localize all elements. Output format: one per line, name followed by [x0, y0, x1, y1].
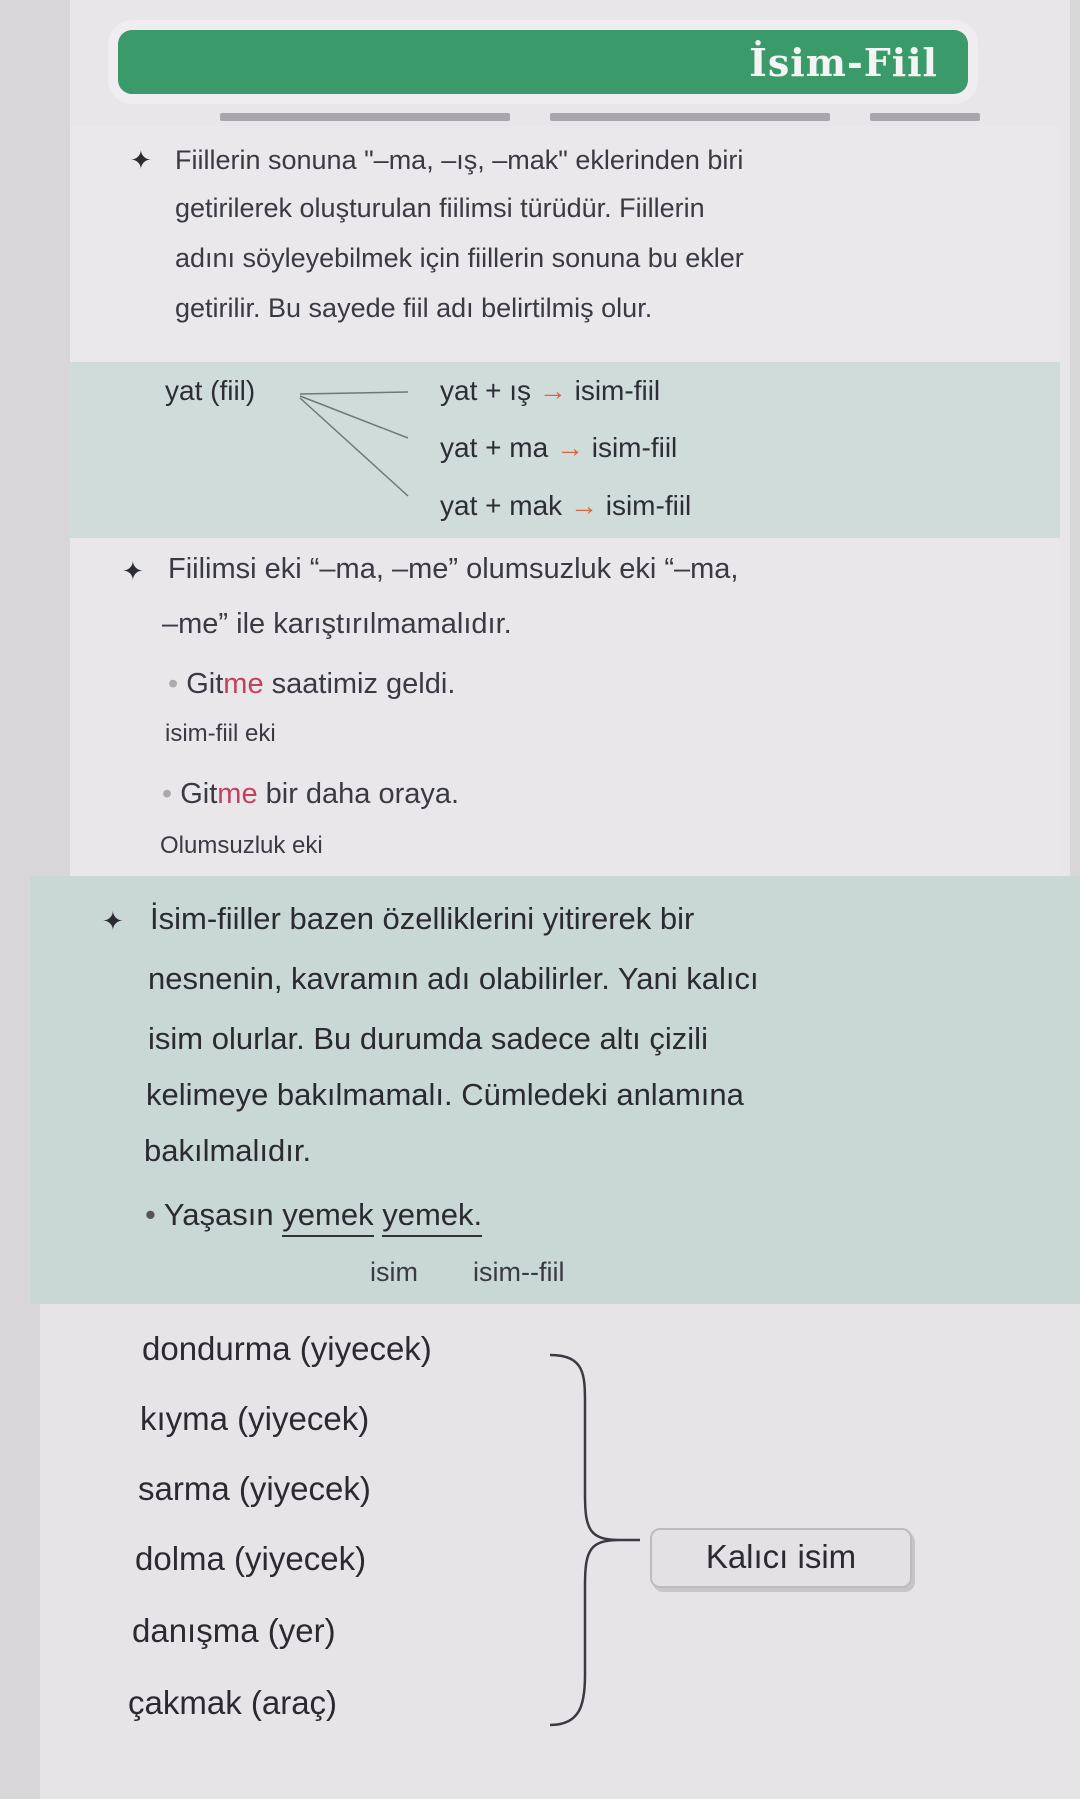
bullet-icon: •: [145, 1197, 156, 1232]
branch-lines: [290, 378, 420, 508]
star-bullet-icon: ✦: [122, 556, 144, 586]
list-item: kıyma (yiyecek): [140, 1400, 370, 1437]
branch-result: isim-fiil: [591, 432, 678, 463]
example-sentence: [145, 1188, 482, 1242]
branch-base: yat + ış: [440, 375, 532, 406]
arrow-right-icon: →: [569, 490, 606, 521]
star-bullet-icon: ✦: [102, 906, 124, 936]
divider-dash: [220, 113, 510, 121]
highlighted-suffix: me: [223, 668, 264, 700]
arrow-right-icon: →: [538, 375, 575, 406]
list-item: dondurma (yiyecek): [142, 1330, 432, 1367]
list-item: çakmak (araç): [128, 1684, 338, 1721]
word-stem: Git: [186, 668, 224, 700]
underlined-word: yemek: [282, 1195, 373, 1237]
word-label: isim--fiil: [473, 1257, 565, 1287]
permanent-noun-box: Kalıcı isim: [650, 1528, 912, 1588]
sentence-rest: saatimiz geldi.: [263, 668, 456, 700]
example-label: Olumsuzluk eki: [160, 832, 323, 859]
word-stem: Git: [180, 778, 218, 810]
bullet-icon: •: [162, 778, 173, 810]
rule-line: kelimeye bakılmamalı. Cümledeki anlamına: [146, 1077, 744, 1112]
rule-line: İsim-fiiller bazen özelliklerini yitirerek bir: [150, 901, 695, 936]
list-item: dolma (yiyecek): [135, 1540, 367, 1577]
title-bar: [118, 30, 968, 94]
example-sentence: [162, 770, 459, 818]
warning-line: Fiilimsi eki “–ma, –me” olumsuzluk eki “–ma,: [168, 553, 739, 585]
branch-result: isim-fiil: [605, 490, 692, 521]
definition-line: adını söyleyebilmek için fiillerin sonuna bu ekler: [175, 243, 744, 273]
branch-base: yat + mak: [440, 490, 563, 521]
curly-brace-icon: [545, 1345, 645, 1735]
star-bullet-icon: ✦: [130, 145, 152, 175]
example-sentence: [168, 660, 455, 708]
highlighted-suffix: me: [217, 778, 258, 810]
word-label: isim: [370, 1257, 418, 1287]
branch-base: yat + ma: [440, 432, 549, 463]
diagram-branch: [440, 490, 691, 522]
branch-result: isim-fiil: [574, 375, 661, 406]
list-item: sarma (yiyecek): [138, 1470, 371, 1507]
list-item: danışma (yer): [132, 1612, 336, 1649]
rule-line: isim olurlar. Bu durumda sadece altı çizili: [148, 1021, 708, 1056]
rule-line: nesnenin, kavramın adı olabilirler. Yani kalıcı: [148, 961, 759, 996]
divider-dash: [870, 113, 980, 121]
diagram-branch: [440, 432, 677, 464]
divider-dash: [550, 113, 830, 121]
page-title: İsim-Fiil: [749, 40, 938, 85]
arrow-right-icon: →: [555, 432, 592, 463]
example-label: isim-fiil eki: [165, 720, 276, 747]
sentence-rest: bir daha oraya.: [257, 778, 460, 810]
definition-line: getirilir. Bu sayede fiil adı belirtilmiş olur.: [175, 293, 653, 323]
dash-divider: [220, 113, 980, 123]
definition-line: Fiillerin sonuna "–ma, –ış, –mak" eklerinden biri: [175, 145, 744, 175]
warning-line: –me” ile karıştırılmamalıdır.: [162, 608, 512, 640]
underlined-word: yemek.: [382, 1195, 482, 1237]
diagram-branch: [440, 375, 660, 407]
rule-line: bakılmalıdır.: [144, 1133, 312, 1168]
word: Yaşasın: [163, 1197, 274, 1232]
bullet-icon: •: [168, 668, 179, 700]
definition-line: getirilerek oluşturulan fiilimsi türüdür. Fiillerin: [175, 193, 705, 223]
diagram-root: yat (fiil): [165, 375, 256, 406]
